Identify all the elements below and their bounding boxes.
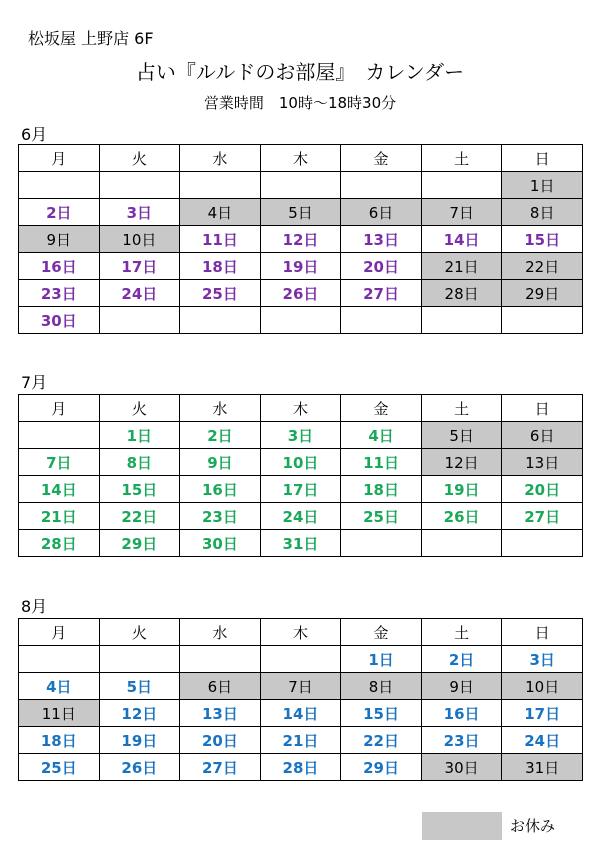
day-cell-holiday: 13日 xyxy=(502,449,583,476)
week-row xyxy=(19,253,583,280)
day-cell-holiday: 29日 xyxy=(502,280,583,307)
day-cell-holiday: 6日 xyxy=(502,422,583,449)
weekday-header: 日 xyxy=(502,145,583,172)
day-cell-open: 14日 xyxy=(421,226,502,253)
business-hours: 営業時間 10時～18時30分 xyxy=(203,94,397,112)
day-cell-open: 2日 xyxy=(180,422,261,449)
weekday-header: 火 xyxy=(99,145,180,172)
day-cell-open: 1日 xyxy=(99,422,180,449)
day-cell-open: 11日 xyxy=(341,449,422,476)
day-cell-empty xyxy=(99,307,180,334)
day-cell-holiday: 8日 xyxy=(341,673,422,700)
day-cell-empty xyxy=(341,307,422,334)
day-cell-empty xyxy=(341,172,422,199)
day-cell-holiday: 30日 xyxy=(421,754,502,781)
day-cell-open: 30日 xyxy=(180,530,261,557)
weekday-header: 木 xyxy=(260,395,341,422)
day-cell-open: 16日 xyxy=(180,476,261,503)
day-cell-holiday: 6日 xyxy=(180,673,261,700)
week-row xyxy=(19,172,583,199)
day-cell-empty xyxy=(341,530,422,557)
weekday-header: 金 xyxy=(341,395,422,422)
day-cell-empty xyxy=(180,172,261,199)
day-cell-open: 1日 xyxy=(341,646,422,673)
weekday-header: 土 xyxy=(421,395,502,422)
day-cell-open: 12日 xyxy=(99,700,180,727)
day-cell-open: 18日 xyxy=(180,253,261,280)
day-cell-open: 2日 xyxy=(19,199,100,226)
weekday-header: 木 xyxy=(260,145,341,172)
day-cell-open: 8日 xyxy=(99,449,180,476)
weekday-header: 水 xyxy=(180,145,261,172)
week-row xyxy=(19,449,583,476)
day-cell-open: 27日 xyxy=(341,280,422,307)
weekday-header-row xyxy=(19,145,583,172)
day-cell-open: 21日 xyxy=(260,727,341,754)
day-cell-open: 11日 xyxy=(180,226,261,253)
day-cell-open: 2日 xyxy=(421,646,502,673)
day-cell-open: 31日 xyxy=(260,530,341,557)
day-cell-empty xyxy=(19,422,100,449)
day-cell-empty xyxy=(180,646,261,673)
day-cell-holiday: 22日 xyxy=(502,253,583,280)
week-row xyxy=(19,280,583,307)
day-cell-open: 16日 xyxy=(19,253,100,280)
day-cell-open: 29日 xyxy=(99,530,180,557)
day-cell-open: 25日 xyxy=(341,503,422,530)
day-cell-open: 25日 xyxy=(180,280,261,307)
day-cell-holiday: 7日 xyxy=(260,673,341,700)
day-cell-holiday: 10日 xyxy=(502,673,583,700)
day-cell-open: 21日 xyxy=(19,503,100,530)
day-cell-open: 23日 xyxy=(421,727,502,754)
month-label-june: 6月 xyxy=(21,125,48,144)
day-cell-open: 12日 xyxy=(260,226,341,253)
week-row xyxy=(19,673,583,700)
day-cell-open: 15日 xyxy=(502,226,583,253)
holiday-legend-swatch xyxy=(422,812,502,840)
week-row xyxy=(19,727,583,754)
day-cell-holiday: 5日 xyxy=(421,422,502,449)
month-label-july: 7月 xyxy=(21,373,48,392)
weekday-header: 土 xyxy=(421,619,502,646)
page-title: 占い『ルルドのお部屋』 カレンダー xyxy=(135,60,465,84)
weekday-header: 水 xyxy=(180,395,261,422)
day-cell-open: 10日 xyxy=(260,449,341,476)
holiday-legend-label: お休み xyxy=(510,817,556,835)
day-cell-open: 23日 xyxy=(19,280,100,307)
weekday-header: 木 xyxy=(260,619,341,646)
store-name: 松坂屋 上野店 6F xyxy=(28,29,154,48)
weekday-header-row xyxy=(19,619,583,646)
day-cell-open: 25日 xyxy=(19,754,100,781)
day-cell-empty xyxy=(19,646,100,673)
day-cell-open: 3日 xyxy=(99,199,180,226)
weekday-header: 月 xyxy=(19,619,100,646)
day-cell-open: 18日 xyxy=(19,727,100,754)
week-row xyxy=(19,503,583,530)
day-cell-open: 27日 xyxy=(502,503,583,530)
day-cell-empty xyxy=(180,307,261,334)
day-cell-holiday: 11日 xyxy=(19,700,100,727)
weekday-header: 土 xyxy=(421,145,502,172)
weekday-header: 月 xyxy=(19,145,100,172)
day-cell-open: 22日 xyxy=(341,727,422,754)
day-cell-open: 23日 xyxy=(180,503,261,530)
day-cell-empty xyxy=(19,172,100,199)
day-cell-open: 24日 xyxy=(99,280,180,307)
day-cell-open: 7日 xyxy=(19,449,100,476)
day-cell-holiday: 28日 xyxy=(421,280,502,307)
week-row xyxy=(19,530,583,557)
day-cell-holiday: 4日 xyxy=(180,199,261,226)
day-cell-empty xyxy=(260,646,341,673)
day-cell-open: 20日 xyxy=(341,253,422,280)
day-cell-open: 30日 xyxy=(19,307,100,334)
weekday-header: 金 xyxy=(341,619,422,646)
day-cell-open: 26日 xyxy=(421,503,502,530)
week-row xyxy=(19,307,583,334)
day-cell-open: 16日 xyxy=(421,700,502,727)
day-cell-holiday: 8日 xyxy=(502,199,583,226)
week-row xyxy=(19,422,583,449)
weekday-header: 金 xyxy=(341,145,422,172)
day-cell-holiday: 31日 xyxy=(502,754,583,781)
month-label-august: 8月 xyxy=(21,597,48,616)
day-cell-open: 3日 xyxy=(260,422,341,449)
calendar-august xyxy=(18,618,583,781)
day-cell-open: 14日 xyxy=(260,700,341,727)
day-cell-empty xyxy=(99,646,180,673)
day-cell-holiday: 9日 xyxy=(19,226,100,253)
day-cell-open: 9日 xyxy=(180,449,261,476)
day-cell-holiday: 1日 xyxy=(502,172,583,199)
day-cell-empty xyxy=(502,530,583,557)
day-cell-holiday: 21日 xyxy=(421,253,502,280)
weekday-header: 日 xyxy=(502,395,583,422)
day-cell-open: 13日 xyxy=(180,700,261,727)
day-cell-holiday: 10日 xyxy=(99,226,180,253)
week-row xyxy=(19,199,583,226)
day-cell-empty xyxy=(260,307,341,334)
day-cell-open: 20日 xyxy=(502,476,583,503)
weekday-header: 日 xyxy=(502,619,583,646)
week-row xyxy=(19,646,583,673)
week-row xyxy=(19,476,583,503)
day-cell-open: 19日 xyxy=(421,476,502,503)
day-cell-open: 5日 xyxy=(99,673,180,700)
day-cell-open: 26日 xyxy=(99,754,180,781)
day-cell-open: 15日 xyxy=(341,700,422,727)
day-cell-open: 4日 xyxy=(19,673,100,700)
day-cell-open: 26日 xyxy=(260,280,341,307)
week-row xyxy=(19,754,583,781)
day-cell-open: 15日 xyxy=(99,476,180,503)
day-cell-empty xyxy=(421,307,502,334)
day-cell-open: 17日 xyxy=(502,700,583,727)
day-cell-open: 28日 xyxy=(260,754,341,781)
day-cell-open: 20日 xyxy=(180,727,261,754)
day-cell-open: 29日 xyxy=(341,754,422,781)
weekday-header: 月 xyxy=(19,395,100,422)
day-cell-open: 28日 xyxy=(19,530,100,557)
day-cell-empty xyxy=(99,172,180,199)
day-cell-holiday: 7日 xyxy=(421,199,502,226)
week-row xyxy=(19,700,583,727)
weekday-header: 火 xyxy=(99,619,180,646)
day-cell-holiday: 12日 xyxy=(421,449,502,476)
day-cell-holiday: 5日 xyxy=(260,199,341,226)
calendar-july xyxy=(18,394,583,557)
day-cell-open: 17日 xyxy=(260,476,341,503)
day-cell-open: 4日 xyxy=(341,422,422,449)
day-cell-empty xyxy=(260,172,341,199)
day-cell-empty xyxy=(421,530,502,557)
day-cell-open: 19日 xyxy=(99,727,180,754)
day-cell-open: 27日 xyxy=(180,754,261,781)
day-cell-open: 13日 xyxy=(341,226,422,253)
weekday-header-row xyxy=(19,395,583,422)
week-row xyxy=(19,226,583,253)
day-cell-open: 3日 xyxy=(502,646,583,673)
day-cell-open: 18日 xyxy=(341,476,422,503)
weekday-header: 火 xyxy=(99,395,180,422)
day-cell-open: 24日 xyxy=(260,503,341,530)
day-cell-open: 22日 xyxy=(99,503,180,530)
day-cell-open: 24日 xyxy=(502,727,583,754)
day-cell-empty xyxy=(421,172,502,199)
weekday-header: 水 xyxy=(180,619,261,646)
day-cell-open: 17日 xyxy=(99,253,180,280)
calendar-june xyxy=(18,144,583,334)
day-cell-empty xyxy=(502,307,583,334)
day-cell-holiday: 6日 xyxy=(341,199,422,226)
day-cell-open: 14日 xyxy=(19,476,100,503)
day-cell-open: 19日 xyxy=(260,253,341,280)
day-cell-holiday: 9日 xyxy=(421,673,502,700)
